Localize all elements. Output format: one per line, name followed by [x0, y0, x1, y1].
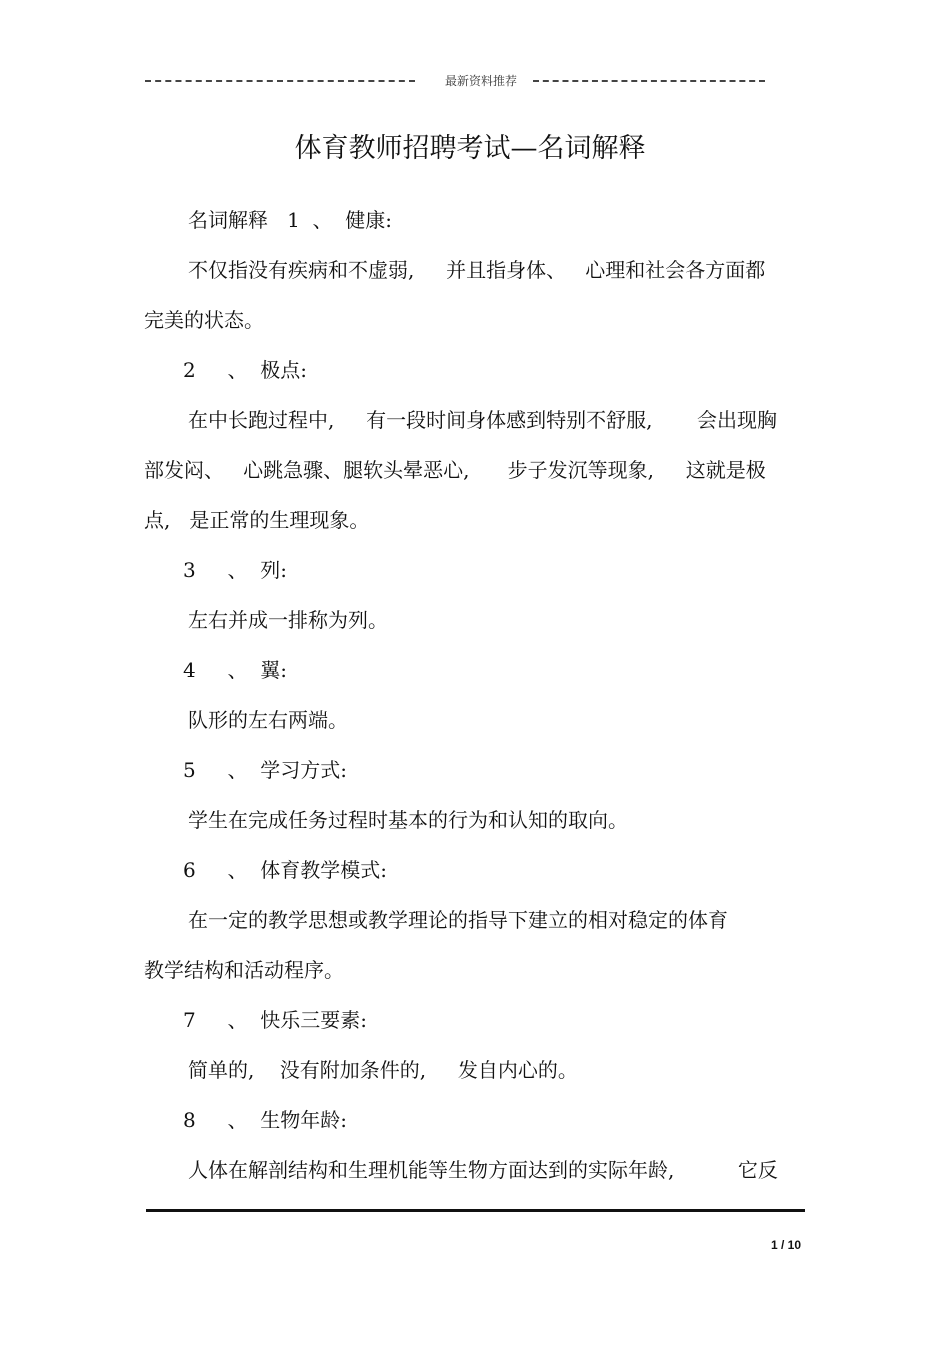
term-8-definition-line-1: 人体在解剖结构和生理机能等生物方面达到的实际年龄, 它反 — [188, 1158, 778, 1182]
term-2-definition-line-2: 部发闷、 心跳急骤、腿软头晕恶心, 步子发沉等现象, 这就是极 — [144, 458, 766, 482]
term-1-definition-line-2: 完美的状态。 — [144, 308, 264, 332]
term-2-definition-line-3: 点, 是正常的生理现象。 — [144, 508, 370, 532]
footer-rule — [146, 1209, 805, 1212]
term-8-heading: 8 、 生物年龄: — [183, 1108, 347, 1132]
term-6-definition-line-2: 教学结构和活动程序。 — [144, 958, 344, 982]
term-6-heading: 6 、 体育教学模式: — [183, 858, 387, 882]
term-7-definition: 简单的, 没有附加条件的, 发自内心的。 — [188, 1058, 578, 1082]
document-title: 体育教师招聘考试—名词解释 — [294, 133, 646, 164]
term-3-definition: 左右并成一排称为列。 — [188, 608, 388, 632]
term-3-heading: 3 、 列: — [183, 558, 287, 582]
header-dashed-rule-left — [145, 80, 415, 82]
term-5-heading: 5 、 学习方式: — [183, 758, 347, 782]
term-4-definition: 队形的左右两端。 — [188, 708, 348, 732]
term-2-heading: 2 、 极点: — [183, 358, 307, 382]
term-2-definition-line-1: 在中长跑过程中, 有一段时间身体感到特别不舒服, 会出现胸 — [188, 408, 778, 432]
header-text: 最新资料推荐 — [445, 74, 518, 88]
term-7-heading: 7 、 快乐三要素: — [183, 1008, 367, 1032]
header-dashed-rule-right — [533, 80, 765, 82]
page-header — [145, 72, 765, 90]
term-1-definition-line-1: 不仅指没有疾病和不虚弱, 并且指身体、 心理和社会各方面都 — [188, 258, 766, 282]
page-number: 1 / 10 — [771, 1238, 802, 1252]
term-5-definition: 学生在完成任务过程时基本的行为和认知的取向。 — [188, 808, 628, 832]
term-1-heading: 名词解释 1 、 健康: — [188, 208, 392, 232]
term-4-heading: 4 、 翼: — [183, 658, 287, 682]
term-6-definition-line-1: 在一定的教学思想或教学理论的指导下建立的相对稳定的体育 — [188, 908, 728, 932]
